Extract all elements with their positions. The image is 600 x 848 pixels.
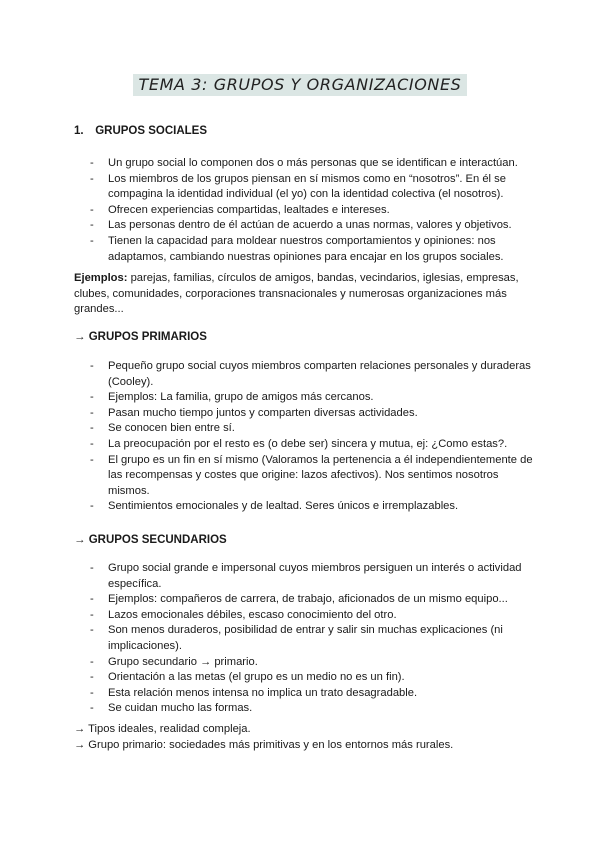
heading-grupos-secundarios: → GRUPOS SECUNDARIOS bbox=[74, 534, 227, 546]
list-item: - Orientación a las metas (el grupo es un medio no es un fin). bbox=[74, 670, 534, 686]
section-title: GRUPOS SOCIALES bbox=[95, 125, 208, 137]
note-line: → Tipos ideales, realidad compleja. bbox=[74, 723, 251, 735]
list-item: - Grupo social grande e impersonal cuyos miembros persiguen un interés o actividad específica. bbox=[74, 561, 534, 592]
grupos-secundarios-list bbox=[74, 561, 534, 717]
list-item: - El grupo es un fin en sí mismo (Valoramos la pertenencia a él independientemente de las recompensas y costes que origine: lazos afectivos). Nos sentimos nosotros mismos. bbox=[74, 453, 534, 500]
examples-label: Ejemplos: bbox=[74, 272, 128, 284]
grupos-sociales-list bbox=[74, 156, 534, 265]
note-line: → Grupo primario: sociedades más primitivas y en los entornos más rurales. bbox=[74, 738, 454, 751]
examples-paragraph bbox=[74, 271, 524, 318]
list-item: - Un grupo social lo componen dos o más personas que se identifican e interactúan. bbox=[74, 156, 534, 172]
list-item: - Se conocen bien entre sí. bbox=[74, 421, 534, 437]
list-item: - Pasan mucho tiempo juntos y comparten diversas actividades. bbox=[74, 406, 534, 422]
grupos-primarios-list bbox=[74, 359, 534, 515]
list-item: - Ejemplos: compañeros de carrera, de trabajo, aficionados de un mismo equipo... bbox=[74, 592, 534, 608]
list-item: - Lazos emocionales débiles, escaso conocimiento del otro. bbox=[74, 608, 534, 624]
list-item: - Sentimientos emocionales y de lealtad. Seres únicos e irremplazables. bbox=[74, 499, 534, 515]
section-heading-grupos-sociales bbox=[74, 124, 534, 140]
notes-block bbox=[74, 722, 534, 753]
list-item: - Son menos duraderos, posibilidad de entrar y salir sin muchas explicaciones (ni implicaciones). bbox=[74, 623, 534, 654]
list-item: - Grupo secundario → primario. bbox=[74, 655, 534, 671]
examples-text: parejas, familias, círculos de amigos, bandas, vecindarios, iglesias, empresas, clubes, comunidades, corporaciones transnacionales y numerosas organizaciones más grandes... bbox=[74, 272, 519, 316]
page-title: TEMA 3: GRUPOS Y ORGANIZACIONES bbox=[133, 74, 468, 96]
list-item: - Pequeño grupo social cuyos miembros comparten relaciones personales y duraderas (Cooley). bbox=[74, 359, 534, 390]
list-item: - Tienen la capacidad para moldear nuestros comportamientos y opiniones: nos adaptamos, cambiando nuestras opiniones para encajar en los grupos sociales. bbox=[74, 234, 534, 265]
heading-grupos-primarios: → GRUPOS PRIMARIOS bbox=[74, 331, 207, 343]
list-item: - Se cuidan mucho las formas. bbox=[74, 701, 534, 717]
list-item: - Los miembros de los grupos piensan en sí mismos como en “nosotros”. En él se compagina la identidad individual (el yo) con la identidad colectiva (el nosotros). bbox=[74, 172, 534, 203]
section-number: 1. bbox=[74, 125, 84, 137]
list-item: - Ejemplos: La familia, grupo de amigos más cercanos. bbox=[74, 390, 534, 406]
list-item: - Las personas dentro de él actúan de acuerdo a unas normas, valores y objetivos. bbox=[74, 218, 534, 234]
title-block bbox=[0, 74, 600, 96]
list-item: - La preocupación por el resto es (o debe ser) sincera y mutua, ej: ¿Como estas?. bbox=[74, 437, 534, 453]
list-item: - Esta relación menos intensa no implica un trato desagradable. bbox=[74, 686, 534, 702]
list-item: - Ofrecen experiencias compartidas, lealtades e intereses. bbox=[74, 203, 534, 219]
